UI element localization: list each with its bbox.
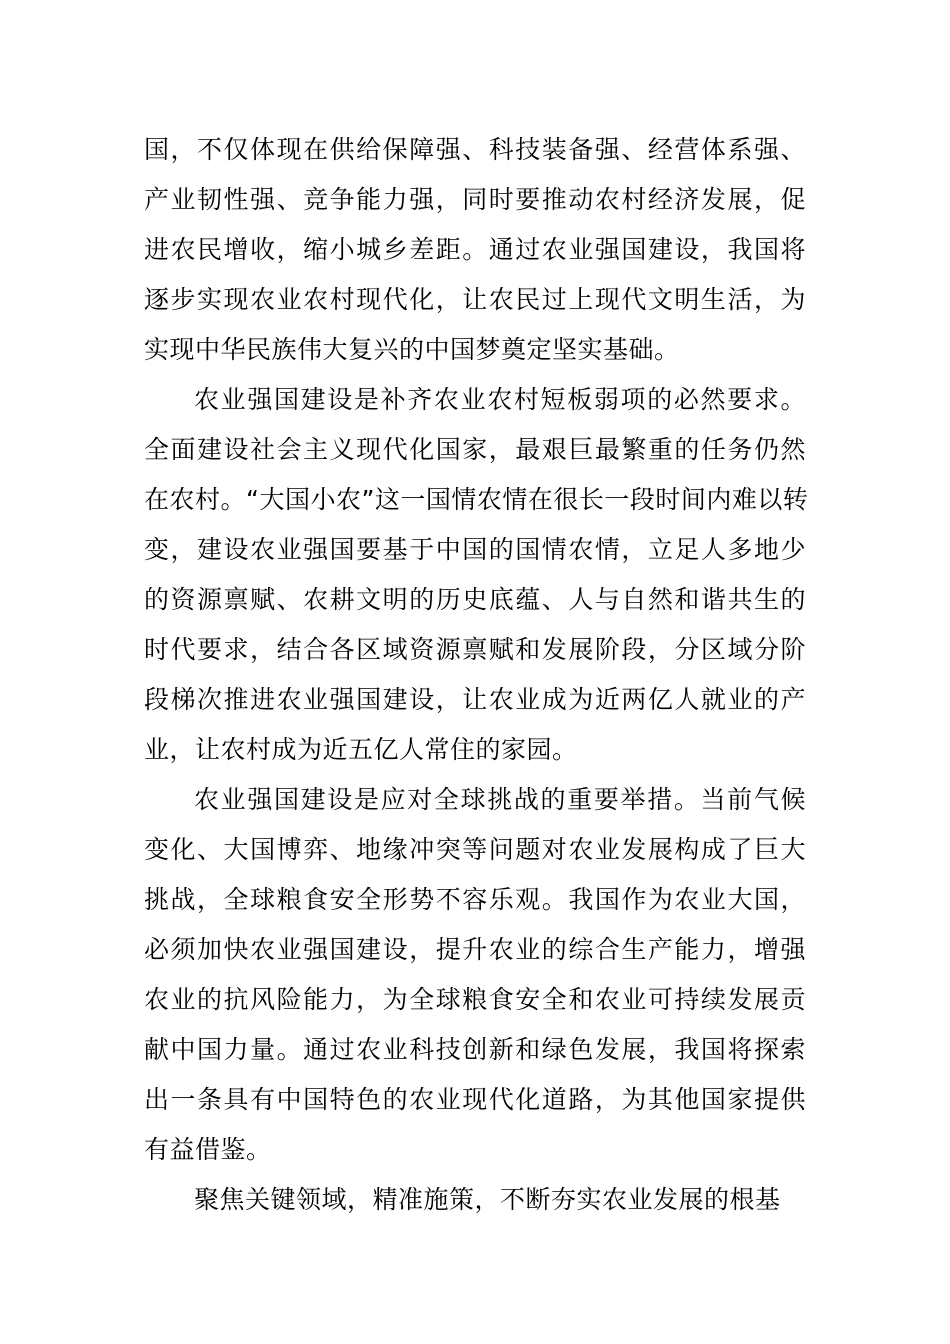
text-line: 进农民增收，缩小城乡差距。通过农业强国建设，我国将: [144, 235, 806, 264]
paragraph-heading-line: 农业强国建设是补齐农业农村短板弱项的必然要求。: [194, 385, 806, 414]
text-line: 出一条具有中国特色的农业现代化道路，为其他国家提供: [144, 1085, 806, 1114]
text-line: 献中国力量。通过农业科技创新和绿色发展，我国将探索: [144, 1035, 806, 1064]
text-line: 挑战，全球粮食安全形势不容乐观。我国作为农业大国，: [144, 885, 806, 914]
text-line: 有益借鉴。: [144, 1135, 272, 1164]
text-line: 变化、大国博弈、地缘冲突等问题对农业发展构成了巨大: [144, 835, 806, 864]
paragraph-heading-line: 农业强国建设是应对全球挑战的重要举措。当前气候: [194, 785, 806, 814]
text-line: 农业的抗风险能力，为全球粮食安全和农业可持续发展贡: [144, 985, 806, 1014]
text-line: 国，不仅体现在供给保障强、科技装备强、经营体系强、: [144, 135, 806, 164]
text-line: 逐步实现农业农村现代化，让农民过上现代文明生活，为: [144, 285, 806, 314]
text-line: 段梯次推进农业强国建设，让农业成为近两亿人就业的产: [144, 685, 806, 714]
text-line: 的资源禀赋、农耕文明的历史底蕴、人与自然和谐共生的: [144, 585, 806, 614]
text-line: 实现中华民族伟大复兴的中国梦奠定坚实基础。: [144, 335, 680, 364]
text-line: 产业韧性强、竞争能力强，同时要推动农村经济发展，促: [144, 185, 806, 214]
text-line: 必须加快农业强国建设，提升农业的综合生产能力，增强: [144, 935, 806, 964]
text-line: 在农村。“大国小农”这一国情农情在很长一段时间内难以转: [144, 485, 809, 514]
text-line: 时代要求，结合各区域资源禀赋和发展阶段，分区域分阶: [144, 635, 806, 664]
paragraph-heading-line: 聚焦关键领域，精准施策，不断夯实农业发展的根基: [194, 1185, 781, 1214]
text-line: 变，建设农业强国要基于中国的国情农情，立足人多地少: [144, 535, 806, 564]
text-line: 业，让农村成为近五亿人常住的家园。: [144, 735, 578, 764]
text-line: 全面建设社会主义现代化国家，最艰巨最繁重的任务仍然: [144, 435, 806, 464]
